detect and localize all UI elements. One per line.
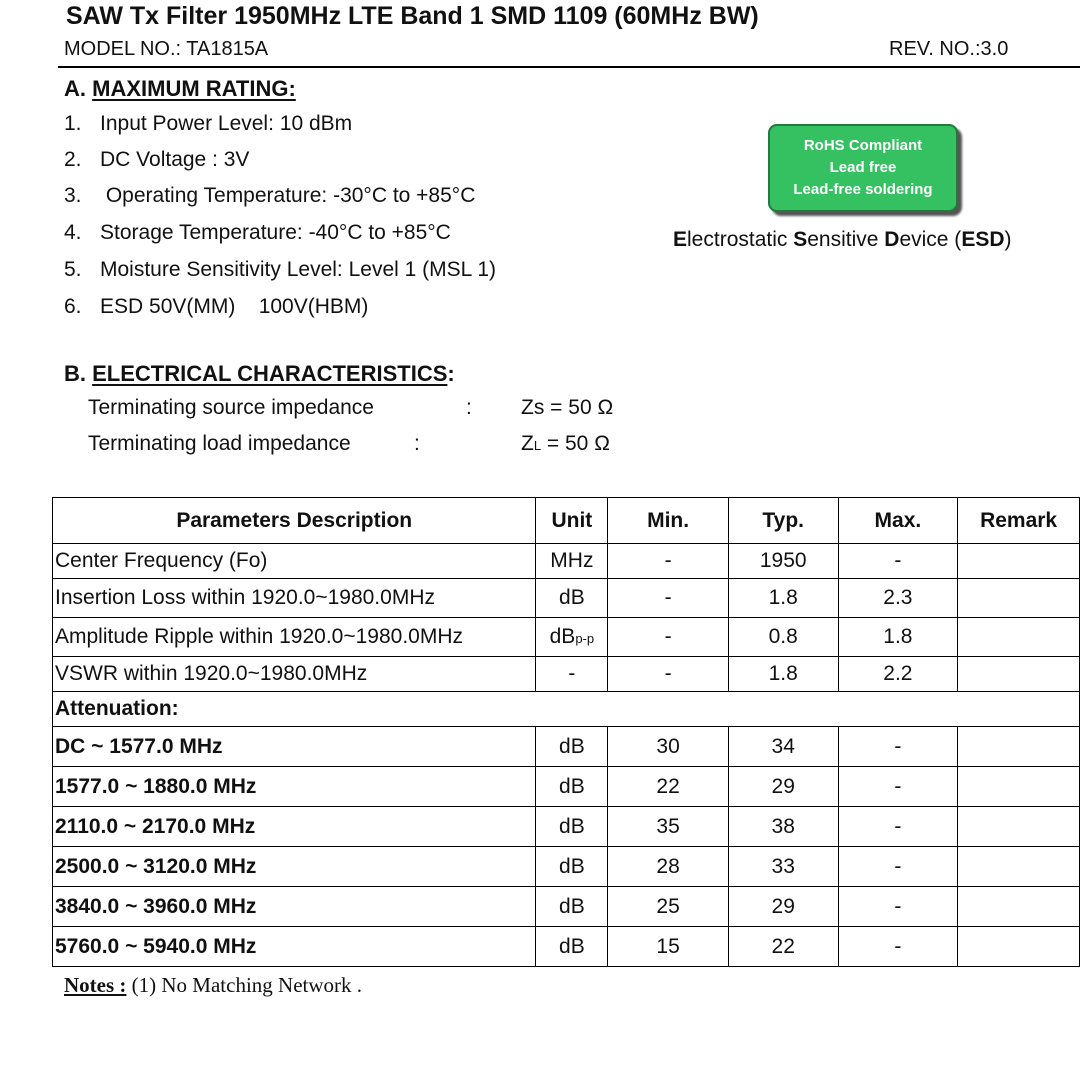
badge-line-lead-free: Lead free bbox=[829, 159, 897, 176]
cell-min: 25 bbox=[608, 887, 729, 927]
rating-item-text: Storage Temperature: -40°C to +85°C bbox=[100, 221, 451, 244]
model-number: MODEL NO.: TA1815A bbox=[64, 38, 269, 60]
cell-unit: dB bbox=[536, 847, 608, 887]
cell-min: 30 bbox=[608, 727, 729, 767]
rating-item-text: ESD 50V(MM) 100V(HBM) bbox=[100, 295, 369, 318]
cell-unit: dB bbox=[536, 727, 608, 767]
esd-close-paren: ) bbox=[1004, 228, 1012, 251]
cell-unit: dB bbox=[536, 579, 608, 618]
cell-unit bbox=[536, 618, 608, 657]
spec-table bbox=[52, 497, 1080, 967]
unit-subscript: p-p bbox=[575, 631, 595, 646]
section-b-title: ELECTRICAL CHARACTERISTICS bbox=[92, 361, 448, 386]
load-z-value: = 50 Ω bbox=[541, 432, 610, 455]
cell-desc: VSWR within 1920.0~1980.0MHz bbox=[53, 657, 536, 692]
table-row bbox=[53, 544, 1080, 579]
rating-item-number: 2. bbox=[64, 148, 82, 171]
attenuation-label: Attenuation: bbox=[53, 692, 1080, 727]
esd-word-electrostatic: lectrostatic bbox=[687, 228, 794, 251]
load-impedance-label: Terminating load impedance bbox=[88, 432, 351, 455]
header-unit: Unit bbox=[536, 498, 608, 544]
cell-remark bbox=[958, 807, 1080, 847]
cell-desc: Insertion Loss within 1920.0~1980.0MHz bbox=[53, 579, 536, 618]
rohs-badge bbox=[768, 124, 958, 212]
rating-item-3 bbox=[64, 183, 475, 209]
cell-remark bbox=[958, 847, 1080, 887]
badge-line-rohs: RoHS Compliant bbox=[803, 137, 923, 154]
cell-range: 1577.0 ~ 1880.0 MHz bbox=[53, 767, 536, 807]
notes-label: Notes : bbox=[64, 973, 127, 997]
source-impedance-separator: : bbox=[466, 396, 472, 419]
cell-remark bbox=[958, 618, 1080, 657]
header-parameters: Parameters Description bbox=[53, 498, 536, 544]
rating-item-number: 1. bbox=[64, 112, 82, 135]
cell-min: 35 bbox=[608, 807, 729, 847]
notes-text: (1) No Matching Network . bbox=[126, 973, 363, 997]
section-b-colon: : bbox=[447, 361, 455, 386]
header-max: Max. bbox=[838, 498, 958, 544]
cell-remark bbox=[958, 727, 1080, 767]
cell-typ: 29 bbox=[728, 767, 838, 807]
cell-typ: 29 bbox=[728, 887, 838, 927]
table-row bbox=[53, 767, 1080, 807]
cell-desc: Amplitude Ripple within 1920.0~1980.0MHz bbox=[53, 618, 536, 657]
document-title: SAW Tx Filter 1950MHz LTE Band 1 SMD 1109 (60MHz BW) bbox=[66, 2, 759, 30]
esd-letter-e: E bbox=[673, 228, 688, 251]
cell-typ: 33 bbox=[728, 847, 838, 887]
esd-warning bbox=[673, 227, 1012, 253]
esd-word-sensitive: ensitive bbox=[807, 228, 885, 251]
cell-max: - bbox=[838, 767, 958, 807]
cell-unit: dB bbox=[536, 927, 608, 967]
rating-item-number: 3. bbox=[64, 184, 82, 207]
esd-abbreviation: ESD bbox=[961, 228, 1005, 251]
cell-unit: - bbox=[536, 657, 608, 692]
section-a-letter: A. bbox=[64, 76, 86, 101]
cell-remark bbox=[958, 767, 1080, 807]
table-row bbox=[53, 727, 1080, 767]
cell-desc: Center Frequency (Fo) bbox=[53, 544, 536, 579]
esd-letter-s: S bbox=[793, 228, 808, 251]
revision-number: REV. NO.:3.0 bbox=[889, 38, 1009, 60]
cell-range: 2110.0 ~ 2170.0 MHz bbox=[53, 807, 536, 847]
rating-item-6 bbox=[64, 294, 368, 320]
cell-range: 2500.0 ~ 3120.0 MHz bbox=[53, 847, 536, 887]
cell-min: 28 bbox=[608, 847, 729, 887]
rating-item-1 bbox=[64, 111, 352, 137]
header-min: Min. bbox=[608, 498, 729, 544]
esd-letter-d: D bbox=[884, 228, 900, 251]
table-row bbox=[53, 579, 1080, 618]
table-row bbox=[53, 657, 1080, 692]
cell-remark bbox=[958, 887, 1080, 927]
rating-item-text: Input Power Level: 10 dBm bbox=[100, 112, 353, 135]
rating-item-text: Operating Temperature: -30°C to +85°C bbox=[100, 184, 476, 207]
table-row bbox=[53, 887, 1080, 927]
cell-unit: dB bbox=[536, 767, 608, 807]
cell-unit: dB bbox=[536, 887, 608, 927]
cell-unit: dB bbox=[536, 807, 608, 847]
section-a-heading bbox=[64, 76, 296, 102]
cell-remark bbox=[958, 579, 1080, 618]
table-row bbox=[53, 927, 1080, 967]
cell-max: - bbox=[838, 847, 958, 887]
rating-item-number: 6. bbox=[64, 295, 82, 318]
table-row bbox=[53, 847, 1080, 887]
rating-item-2 bbox=[64, 147, 249, 173]
source-impedance-label: Terminating source impedance bbox=[88, 396, 374, 419]
cell-typ: 0.8 bbox=[728, 618, 838, 657]
notes bbox=[64, 972, 362, 998]
cell-typ: 1.8 bbox=[728, 579, 838, 618]
header-typ: Typ. bbox=[728, 498, 838, 544]
cell-range: 3840.0 ~ 3960.0 MHz bbox=[53, 887, 536, 927]
section-b-letter: B. bbox=[64, 361, 86, 386]
cell-max: 2.2 bbox=[838, 657, 958, 692]
cell-max: 1.8 bbox=[838, 618, 958, 657]
header-remark: Remark bbox=[958, 498, 1080, 544]
rating-item-text: DC Voltage : 3V bbox=[100, 148, 250, 171]
cell-max: 2.3 bbox=[838, 579, 958, 618]
cell-range: 5760.0 ~ 5940.0 MHz bbox=[53, 927, 536, 967]
cell-max: - bbox=[838, 807, 958, 847]
cell-max: - bbox=[838, 727, 958, 767]
attenuation-header-row bbox=[53, 692, 1080, 727]
cell-max: - bbox=[838, 544, 958, 579]
rating-item-number: 5. bbox=[64, 258, 82, 281]
cell-remark bbox=[958, 657, 1080, 692]
esd-word-device: evice ( bbox=[899, 228, 962, 251]
cell-unit: MHz bbox=[536, 544, 608, 579]
cell-min: - bbox=[608, 657, 729, 692]
load-impedance-value bbox=[521, 431, 610, 459]
load-z-symbol: Z bbox=[521, 432, 534, 455]
cell-min: 15 bbox=[608, 927, 729, 967]
cell-min: - bbox=[608, 579, 729, 618]
unit-base: dB bbox=[549, 625, 576, 648]
load-z-subscript: L bbox=[533, 438, 542, 453]
cell-remark bbox=[958, 927, 1080, 967]
section-b-heading bbox=[64, 361, 455, 387]
section-a-title: MAXIMUM RATING: bbox=[92, 76, 296, 101]
cell-range: DC ~ 1577.0 MHz bbox=[53, 727, 536, 767]
cell-min: - bbox=[608, 544, 729, 579]
cell-min: 22 bbox=[608, 767, 729, 807]
rating-item-text: Moisture Sensitivity Level: Level 1 (MSL 1) bbox=[100, 258, 497, 281]
header-divider bbox=[58, 66, 1080, 68]
rating-item-number: 4. bbox=[64, 221, 82, 244]
cell-typ: 34 bbox=[728, 727, 838, 767]
cell-typ: 1.8 bbox=[728, 657, 838, 692]
rating-item-5 bbox=[64, 257, 496, 283]
source-impedance-value: Zs = 50 Ω bbox=[521, 396, 614, 419]
cell-typ: 22 bbox=[728, 927, 838, 967]
table-row bbox=[53, 618, 1080, 657]
cell-remark bbox=[958, 544, 1080, 579]
cell-max: - bbox=[838, 927, 958, 967]
cell-max: - bbox=[838, 887, 958, 927]
rating-item-4 bbox=[64, 220, 451, 246]
cell-typ: 1950 bbox=[728, 544, 838, 579]
cell-min: - bbox=[608, 618, 729, 657]
table-header-row bbox=[53, 498, 1080, 544]
cell-typ: 38 bbox=[728, 807, 838, 847]
load-impedance-separator: : bbox=[414, 432, 420, 455]
table-row bbox=[53, 807, 1080, 847]
badge-line-soldering: Lead-free soldering bbox=[793, 181, 933, 198]
